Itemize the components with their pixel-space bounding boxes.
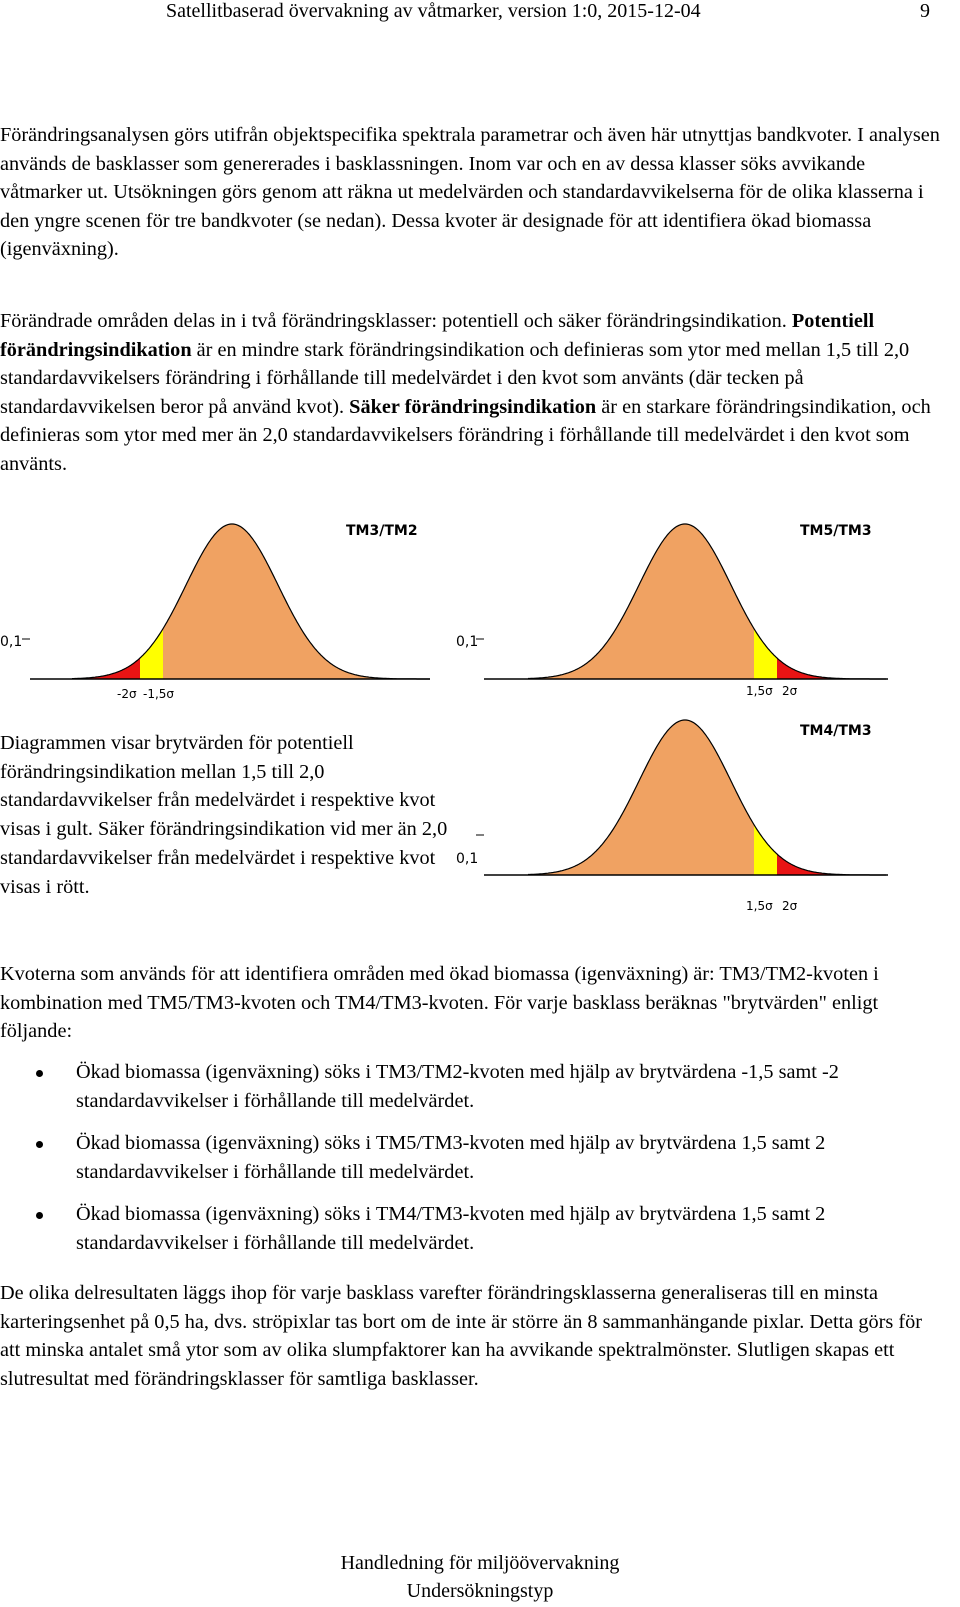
- list-item: [0, 1129, 956, 1186]
- list-item-text: Ökad biomassa (igenväxning) söks i TM4/TM3-kvoten med hjälp av brytvärdena 1,5 samt 2 standardavvikelser i förhållande till medelvärdet.: [76, 1203, 826, 1254]
- chart-tm4-tm3: [456, 710, 936, 920]
- chart-tm3-tm2: [0, 514, 480, 704]
- list-item-text: Ökad biomassa (igenväxning) söks i TM5/TM3-kvoten med hjälp av brytvärdena 1,5 samt 2 standardavvikelser i förhållande till medelvärdet.: [76, 1132, 826, 1183]
- footer-line-1: Handledning för miljöövervakning: [340, 1552, 620, 1574]
- paragraph-change-classes: [0, 307, 940, 479]
- paragraph-results: De olika delresultaten läggs ihop för varje basklass varefter förändringsklasserna generaliseras till en minsta karteringsenhet på 0,5 ha, dvs. ströpixlar tas bort om de inte är större än 8 sammanhängande pixlar. Detta görs för att minska antalet små ytor som av olika slumpfaktorer kan ha avvikande spektralmönster. Slutligen skapas ett slutresultat med förändringsklasser för samtliga basklasser.: [0, 1282, 922, 1390]
- list-item-text: Ökad biomassa (igenväxning) söks i TM3/TM2-kvoten med hjälp av brytvärdena -1,5 samt -2 standardavvikelser i förhållande till medelvärdet.: [76, 1061, 839, 1112]
- term-potential-change: Potentiell förändringsindikation: [0, 310, 875, 361]
- page-number: 9: [920, 0, 930, 22]
- term-certain-change: Säker förändringsindikation: [349, 395, 597, 418]
- paragraph-change-classes-c: är en mindre stark förändringsindikation och definieras som ytor med mellan 1,5 till 2,0 standardavvikelsers förändring i förhållande till medelvärdet i den kvot som använts (där tecken på standardavvikelsen beror på använd kvot).: [0, 338, 910, 418]
- distribution-area: [528, 524, 886, 679]
- bullet-icon: [36, 1141, 43, 1148]
- bullet-icon: [36, 1070, 43, 1077]
- y-tick-label: 0,1: [456, 634, 479, 650]
- page-header: [0, 0, 960, 26]
- paragraph-quotas: Kvoterna som används för att identifiera områden med ökad biomassa (igenväxning) är: TM3/TM2-kvoten i kombination med TM5/TM3-kvoten och TM4/TM3-kvoten. För varje basklass beräknas "brytvärden" enligt följande:: [0, 963, 879, 1043]
- x-tick-label-1: 1,5σ: [746, 899, 773, 913]
- distribution-area: [528, 720, 886, 875]
- x-tick-label-2: -1,5σ: [143, 687, 175, 701]
- certain-change-area: [777, 854, 886, 875]
- x-tick-label-2: 2σ: [782, 684, 798, 698]
- certain-change-area: [777, 658, 886, 679]
- bullet-icon: [36, 1212, 43, 1219]
- chart-title: TM4/TM3: [800, 723, 872, 739]
- figure-caption: Diagrammen visar brytvärden för potentiell förändringsindikation mellan 1,5 till 2,0 standardavvikelser från medelvärdet i respektive kvot visas i gult. Säker förändringsindikation vid mer än 2,0 standardavvikelser från medelvärdet i respektive kvot visas i rött.: [0, 732, 448, 898]
- x-tick-label-1: 1,5σ: [746, 684, 773, 698]
- chart-title: TM5/TM3: [800, 523, 872, 539]
- paragraph-change-classes-a: Förändrade områden delas in i två förändringsklasser: potentiell och säker förändringsindikation.: [0, 310, 792, 332]
- x-tick-label-2: 2σ: [782, 899, 798, 913]
- paragraph-analysis: Förändringsanalysen görs utifrån objektspecifika spektrala parametrar och även här utnyttjas bandkvoter. I analysen används de basklasser som genererades i basklassningen. Inom var och en av dessa klasser söks avvikande våtmarker ut. Utsökningen görs genom att räkna ut medelvärden och standardavvikelserna för de olika klasserna i den yngre scenen för tre bandkvoter (se nedan). Dessa kvoter är designade för att identifiera ökad biomassa (igenväxning).: [0, 124, 940, 261]
- bullet-list: [0, 1058, 960, 1272]
- list-item: [0, 1200, 956, 1257]
- footer-line-2: Undersökningstyp: [406, 1580, 554, 1602]
- y-tick-label: 0,1: [456, 851, 479, 867]
- chart-tm5-tm3: [456, 514, 936, 704]
- x-tick-label-1: -2σ: [117, 687, 137, 701]
- y-tick-label: 0,1: [0, 634, 23, 650]
- paragraph-change-classes-e: är en starkare förändringsindikation, och definieras som ytor med mer än 2,0 standardavvikelsers förändring i förhållande till medelvärdet i den kvot som använts.: [0, 395, 931, 475]
- list-item: [0, 1058, 956, 1115]
- chart-title: TM3/TM2: [346, 523, 418, 539]
- distribution-area: [72, 524, 430, 679]
- header-title: Satellitbaserad övervakning av våtmarker, version 1:0, 2015-12-04: [166, 0, 701, 22]
